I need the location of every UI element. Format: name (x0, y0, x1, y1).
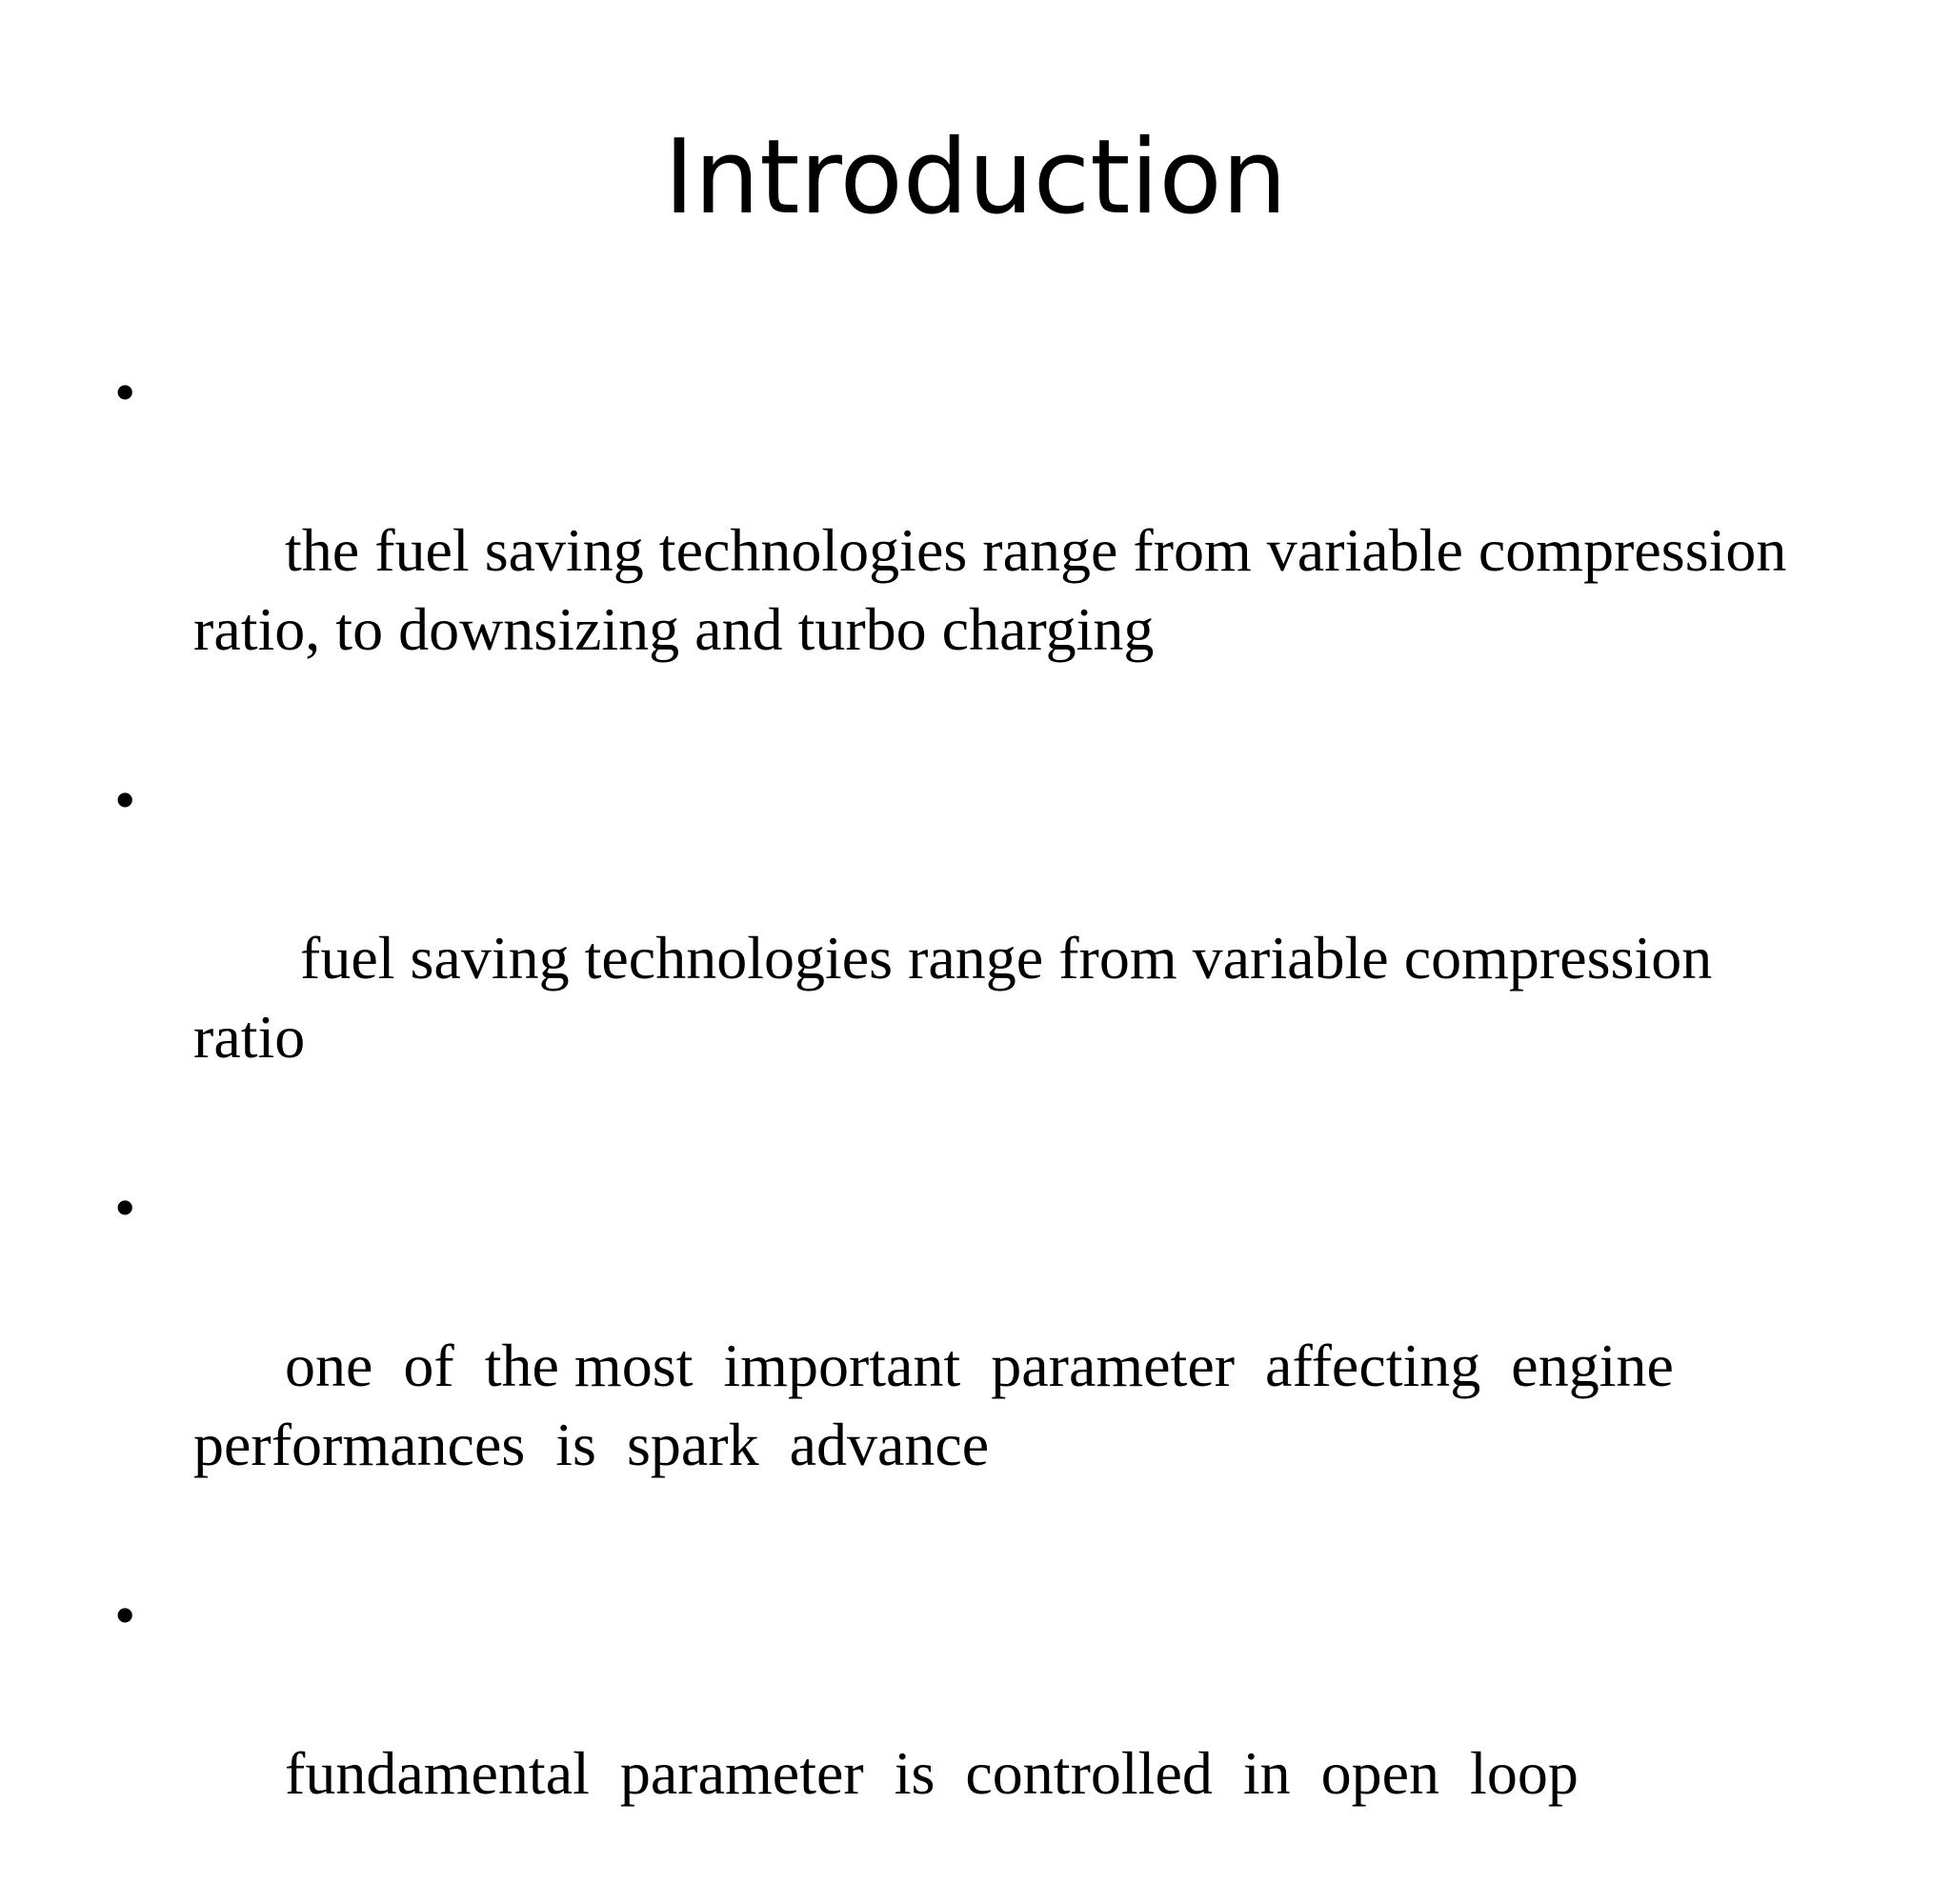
bullet-text: one of the most important parameter affecting engine performances is spark advance (193, 1332, 1674, 1478)
list-item (114, 1168, 1867, 1563)
bullet-icon: • (114, 766, 136, 833)
list-item (114, 352, 1867, 748)
list-item (114, 760, 1867, 1155)
bullet-list (114, 352, 1867, 1904)
bullet-icon: • (114, 1173, 136, 1241)
bullet-text: fuel saving technologies range from variable compression ratio (193, 924, 1713, 1071)
bullet-icon: • (114, 358, 136, 426)
list-item (114, 1575, 1867, 1892)
slide-title: Introduction (663, 118, 1287, 237)
bullet-text: fundamental parameter is controlled in open loop (285, 1739, 1579, 1807)
bullet-icon: • (114, 1581, 136, 1649)
bullet-text: the fuel saving technologies range from variable compression ratio, to downsizing and turbo charging (193, 516, 1787, 663)
